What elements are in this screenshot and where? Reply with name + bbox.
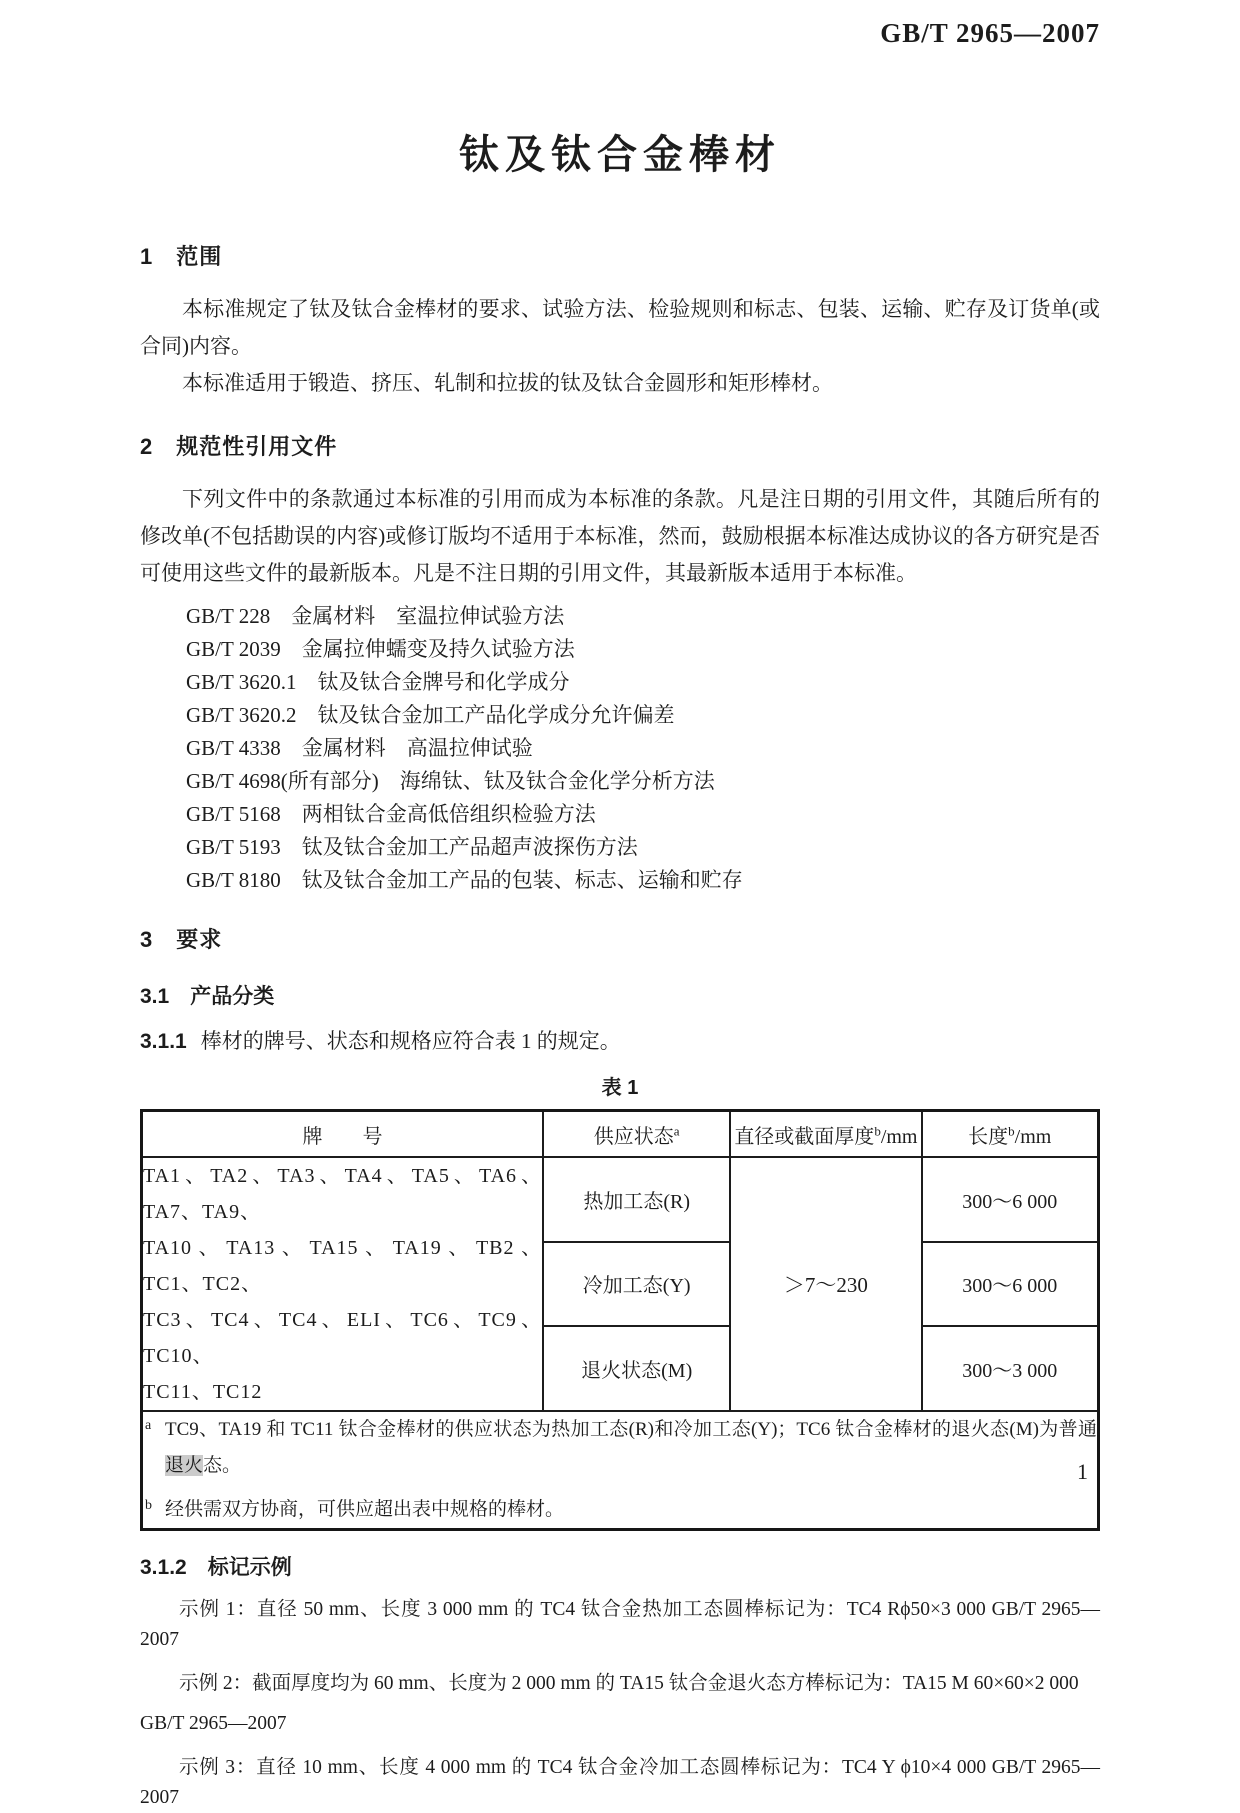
reference-item: GB/T 5168 两相钛合金高低倍组织检验方法 [186, 802, 596, 826]
reference-item: GB/T 3620.2 钛及钛合金加工产品化学成分允许偏差 [186, 703, 675, 727]
section-3-1-heading: 3.1 产品分类 [140, 985, 275, 1008]
section-1-paragraph-2: 本标准适用于锻造、挤压、轧制和拉拔的钛及钛合金圆形和矩形棒材。 [182, 371, 833, 395]
header-length: 长度$^b$/mm [922, 1111, 1099, 1158]
supply-state-cell: 冷加工态(Y) [543, 1242, 730, 1327]
example-1: 示例 1：直径 50 mm、长度 3 000 mm 的 TC4 钛合金热加工态圆棒标记为：TC4 Rϕ50×3 000 GB/T 2965—2007 [140, 1599, 1100, 1650]
section-3-1-1-text: 棒材的牌号、状态和规格应符合表 1 的规定。 [200, 1029, 621, 1053]
reference-item: GB/T 2039 金属拉伸蠕变及持久试验方法 [186, 637, 575, 661]
reference-item: GB/T 8180 钛及钛合金加工产品的包装、标志、运输和贮存 [186, 868, 743, 892]
grade-line: TC3、TC4、TC4、ELI、TC6、TC9、TC10、 [143, 1309, 543, 1367]
table-1 [140, 1109, 1100, 1531]
document-title: 钛及钛合金棒材 [459, 133, 781, 177]
section-3-heading: 3 要求 [140, 927, 223, 952]
length-cell: 300～6 000 [922, 1157, 1099, 1242]
grades-cell [142, 1157, 544, 1411]
header-supply-state: 供应状态$^a$ [543, 1111, 730, 1158]
section-3-1-1-number: 3.1.1 [140, 1030, 187, 1053]
reference-item: GB/T 4338 金属材料 高温拉伸试验 [186, 736, 533, 760]
normative-references-list [140, 600, 1100, 897]
example-2-line-1: 示例 2：截面厚度均为 60 mm、长度为 2 000 mm 的 TA15 钛合金退火态方棒标记为：TA15 M 60×60×2 000 [179, 1673, 1079, 1694]
highlighted-text: 退火 [165, 1455, 204, 1476]
table-note-a: a TC9、TA19 和 TC11 钛合金棒材的供应状态为热加工态(R)和冷加工态(Y)；TC6 钛合金棒材的退火态(M)为普通退火态。 [143, 1412, 1097, 1484]
reference-item: GB/T 4698(所有部分) 海绵钛、钛及钛合金化学分析方法 [186, 769, 715, 793]
grade-line: TC11、TC12 [143, 1381, 263, 1403]
section-3-1-1 [140, 1026, 1100, 1057]
reference-item: GB/T 3620.1 钛及钛合金牌号和化学成分 [186, 670, 570, 694]
length-cell: 300～3 000 [922, 1326, 1099, 1411]
table-row [142, 1157, 1099, 1242]
supply-state-cell: 热加工态(R) [543, 1157, 730, 1242]
table-note-b: b 经供需双方协商，可供应超出表中规格的棒材。 [143, 1492, 1097, 1528]
grade-line: TA10、TA13、TA15、TA19、TB2、TC1、TC2、 [143, 1237, 543, 1295]
example-2-line-2: GB/T 2965—2007 [140, 1713, 287, 1734]
table-header-row [142, 1111, 1099, 1158]
section-2-intro: 下列文件中的条款通过本标准的引用而成为本标准的条款。凡是注日期的引用文件，其随后所有的修改单(不包括勘误的内容)或修订版均不适用于本标准，然而，鼓励根据本标准达成协议的各方研究是否可使用这些文件的最新版本。凡是不注日期的引用文件，其最新版本适用于本标准。 [140, 487, 1100, 585]
header-length-sup: b [1008, 1122, 1015, 1138]
header-diameter-sup: b [874, 1122, 881, 1138]
diameter-cell: ＞7～230 [730, 1157, 921, 1411]
supply-state-cell: 退火状态(M) [543, 1326, 730, 1411]
reference-item: GB/T 228 金属材料 室温拉伸试验方法 [186, 604, 565, 628]
section-1-paragraph-1: 本标准规定了钛及钛合金棒材的要求、试验方法、检验规则和标志、包装、运输、贮存及订货单(或合同)内容。 [140, 297, 1100, 358]
header-supply-state-sup: a [673, 1122, 680, 1138]
table-notes-row [142, 1411, 1099, 1530]
section-3-1-2-heading: 3.1.2 标记示例 [140, 1556, 292, 1579]
example-3: 示例 3：直径 10 mm、长度 4 000 mm 的 TC4 钛合金冷加工态圆棒标记为：TC4 Y ϕ10×4 000 GB/T 2965—2007 [140, 1757, 1100, 1808]
grade-line: TA1、TA2、TA3、TA4、TA5、TA6、TA7、TA9、 [143, 1165, 543, 1223]
table-notes-cell [142, 1411, 1099, 1530]
reference-item: GB/T 5193 钛及钛合金加工产品超声波探伤方法 [186, 835, 638, 859]
header-diameter: 直径或截面厚度$^b$/mm [730, 1111, 921, 1158]
page-number: 1 [1077, 1459, 1088, 1484]
note-a-sup: a [145, 1418, 152, 1433]
length-cell: 300～6 000 [922, 1242, 1099, 1327]
note-b-sup: b [145, 1498, 152, 1513]
section-2-heading: 2 规范性引用文件 [140, 434, 338, 459]
standard-number: GB/T 2965—2007 [880, 18, 1100, 48]
table-1-caption: 表 1 [601, 1077, 639, 1099]
header-grade: 牌 号 [142, 1111, 544, 1158]
section-1-heading: 1 范围 [140, 244, 223, 269]
